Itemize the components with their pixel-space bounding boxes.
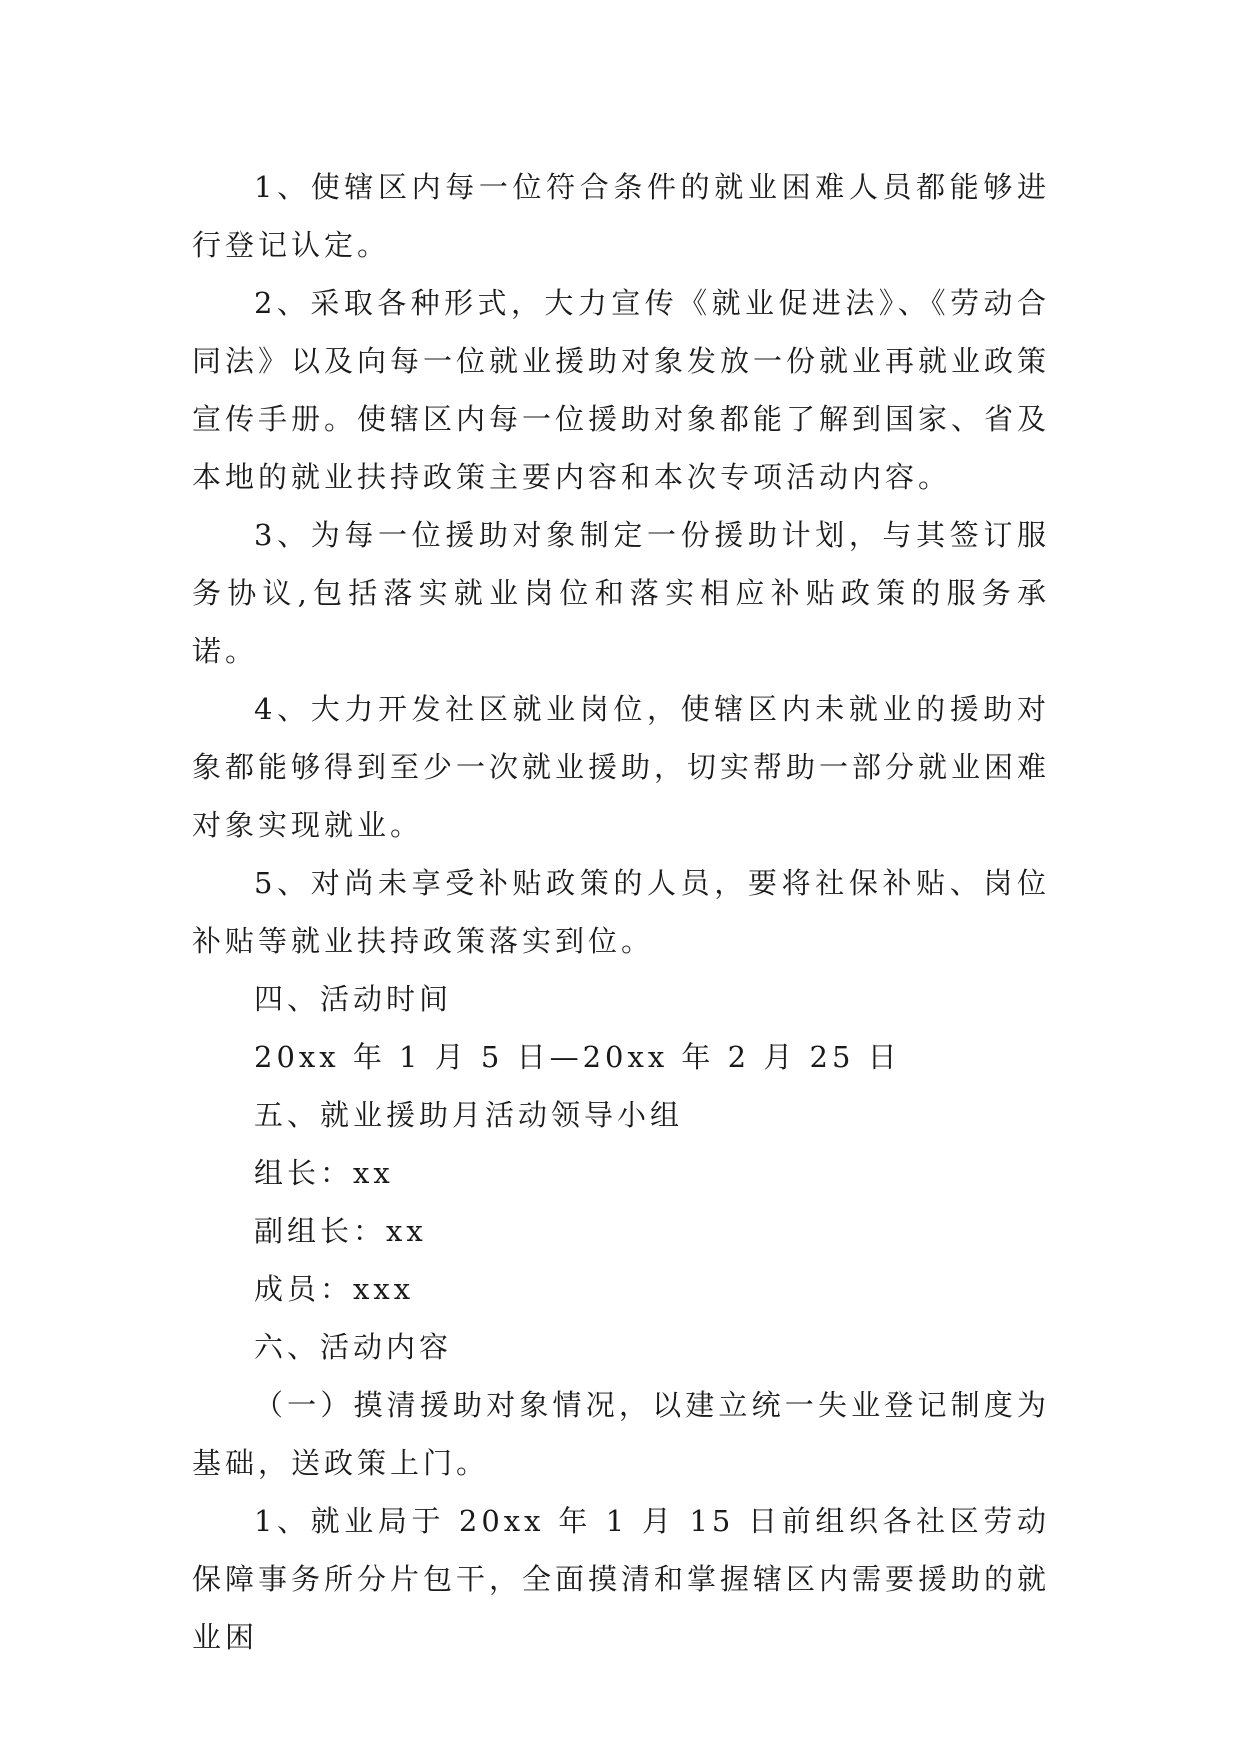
paragraph-goal-5: 5、对尚未享受补贴政策的人员，要将社保补贴、岗位补贴等就业扶持政策落实到位。: [192, 866, 1050, 958]
group-leader: 组长：xx: [254, 1156, 394, 1190]
paragraph-goal-2: 2、采取各种形式，大力宣传《就业促进法》、《劳动合同法》以及向每一位就业援助对象发放一份就业再就业政策宣传手册。使辖区内每一位援助对象都能了解到国家、省及本地的就业扶持政策主要内容和本次专项活动内容。: [192, 286, 1051, 494]
group-deputy-leader: 副组长：xx: [254, 1214, 427, 1248]
paragraph-goal-4: 4、大力开发社区就业岗位，使辖区内未就业的援助对象都能够得到至少一次就业援助，切实帮助一部分就业困难对象实现就业。: [192, 692, 1051, 842]
section-heading-leadership-group: 五、就业援助月活动领导小组: [254, 1098, 684, 1132]
paragraph-content-1: 1、就业局于 20xx 年 1 月 15 日前组织各社区劳动保障事务所分片包干，全面摸清和掌握辖区内需要援助的就业困: [192, 1504, 1051, 1654]
paragraph-goal-1: 1、使辖区内每一位符合条件的就业困难人员都能够进行登记认定。: [192, 170, 1050, 262]
document-body: [192, 158, 1050, 1666]
section-heading-activity-time: 四、活动时间: [254, 982, 453, 1016]
section-heading-activity-content: 六、活动内容: [254, 1330, 453, 1364]
paragraph-goal-3: 3、为每一位援助对象制定一份援助计划，与其签订服务协议,包括落实就业岗位和落实相应补贴政策的服务承诺。: [192, 518, 1050, 668]
subsection-heading-1: （一）摸清援助对象情况，以建立统一失业登记制度为基础，送政策上门。: [192, 1388, 1050, 1480]
activity-date-range: 20xx 年 1 月 5 日—20xx 年 2 月 25 日: [254, 1040, 901, 1074]
group-members: 成员：xxx: [254, 1272, 415, 1306]
